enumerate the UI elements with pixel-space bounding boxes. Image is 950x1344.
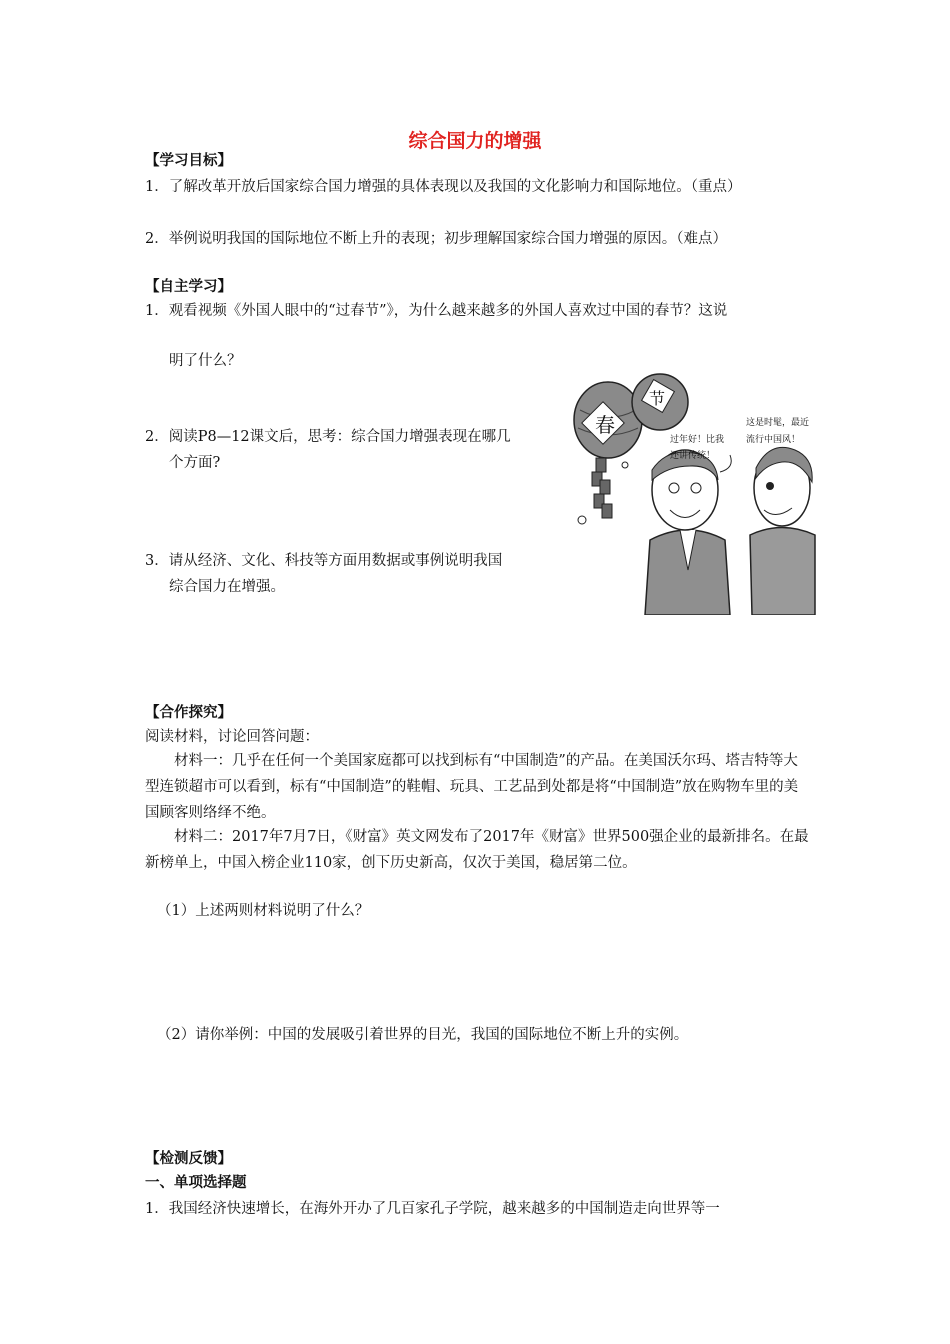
feedback-heading: 【检测反馈】 (145, 1151, 232, 1167)
goal-item-2: 2．举例说明我国的国际地位不断上升的表现；初步理解国家综合国力增强的原因。（难点） (145, 231, 727, 247)
explore-intro: 阅读材料，讨论回答问题： (145, 729, 319, 745)
spring-festival-cartoon (570, 370, 830, 615)
speech-right-1: 这是时髦，最近 (746, 418, 810, 428)
lantern-left-char: 春 (595, 413, 615, 437)
document-title: 综合国力的增强 (408, 130, 542, 152)
self-study-q1: 1．观看视频《外国人眼中的“过春节”》，为什么越来越多的外国人喜欢过中国的春节？这说 (145, 303, 728, 319)
feedback-section-title: 一、单项选择题 (145, 1175, 247, 1191)
self-study-q2: 2．阅读P8—12课文后，思考：综合国力增强表现在哪几 (145, 429, 511, 445)
goal-item-1: 1．了解改革开放后国家综合国力增强的具体表现以及我国的文化影响力和国际地位。（重点） (145, 179, 742, 195)
speech-right-2: 流行中国风！ (746, 435, 801, 445)
lantern-right-char: 节 (649, 389, 666, 408)
explore-heading: 【合作探究】 (145, 705, 232, 721)
feedback-item-1: 1．我国经济快速增长，在海外开办了几百家孔子学院，越来越多的中国制造走向世界等一 (145, 1201, 720, 1217)
speech-left: 过年好！比我 (670, 435, 725, 445)
firecracker-icon (578, 458, 628, 524)
self-study-q3: 3．请从经济、文化、科技等方面用数据或事例说明我国 (145, 553, 503, 569)
self-study-q3-cont: 综合国力在增强。 (169, 579, 285, 595)
man-in-suit-figure (645, 450, 730, 615)
man-in-tangzhuang-figure (750, 447, 815, 615)
self-study-q2-cont: 个方面? (169, 455, 221, 471)
explore-material-2: 材料二：2017年7月7日，《财富》英文网发布了2017年《财富》世界500强企业的最新排名。在最新榜单上，中国入榜企业110家，创下历史新高，仅次于美国，稳居第二位。 (145, 829, 809, 871)
lantern-left-icon (574, 382, 642, 458)
lantern-right-icon (632, 374, 688, 430)
speech-left-2: 还讲传统！ (670, 451, 716, 461)
self-study-q1-cont: 明了什么？ (169, 353, 242, 369)
explore-question-1: （1）上述两则材料说明了什么？ (157, 903, 370, 919)
explore-question-2: （2）请你举例：中国的发展吸引着世界的目光，我国的国际地位不断上升的实例。 (157, 1027, 689, 1043)
explore-material-1: 材料一：几乎在任何一个美国家庭都可以找到标有“中国制造”的产品。在美国沃尔玛、塔吉特等大型连锁超市可以看到，标有“中国制造”的鞋帽、玩具、工艺品到处都是将“中国制造”放在购物车里的美国顾客则络绎不绝。 (145, 753, 799, 821)
self-study-heading: 【自主学习】 (145, 279, 232, 295)
goals-heading: 【学习目标】 (145, 153, 232, 169)
